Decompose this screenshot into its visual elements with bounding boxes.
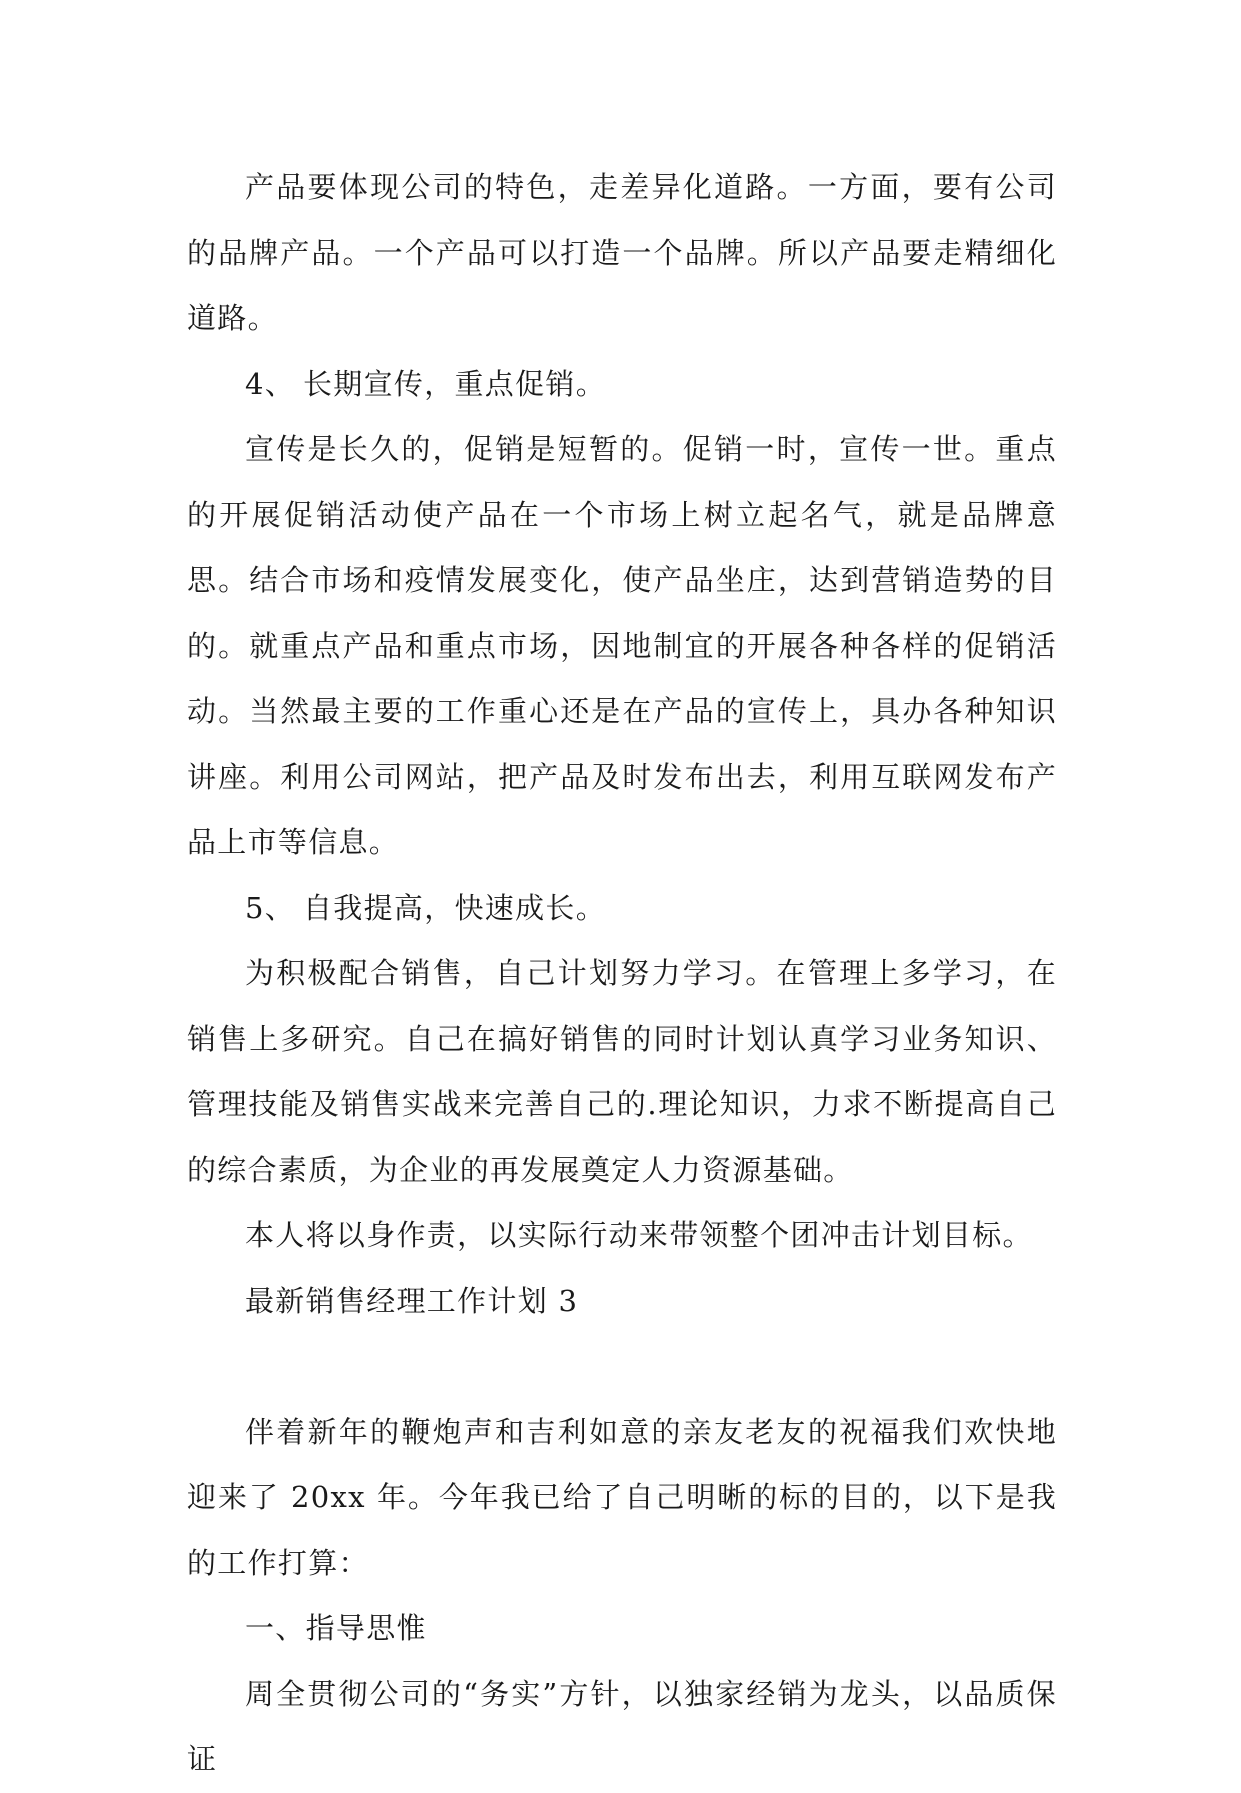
- paragraph-product-differentiation: 产品要体现公司的特色，走差异化道路。一方面，要有公司的品牌产品。一个产品可以打造一个品牌。所以产品要走精细化道路。: [187, 170, 1057, 335]
- paragraph-self-improvement: 为积极配合销售，自己计划努力学习。在管理上多学习，在销售上多研究。自己在搞好销售的同时计划认真学习业务知识、管理技能及销售实战来完善自己的.理论知识，力求不断提高自己的综合素质，为企业的再发展奠定人力资源基础。: [187, 956, 1057, 1187]
- item-4-heading: [187, 352, 1057, 418]
- item-5-heading: [187, 876, 1057, 942]
- paragraph-commitment: 本人将以身作责，以实际行动来带领整个团冲击计划目标。: [245, 1218, 1033, 1252]
- item-5-number: 5、: [245, 890, 296, 925]
- paragraph-promotion: 宣传是长久的，促销是短暂的。促销一时，宣传一世。重点的开展促销活动使产品在一个市场上树立起名气，就是品牌意思。结合市场和疫情发展变化，使产品坐庄，达到营销造势的目的。就重点产品和重点市场，因地制宜的开展各种各样的促销活动。当然最主要的工作重心还是在产品的宣传上，具办各种知识讲座。利用公司网站，把产品及时发布出去，利用互联网发布产品上市等信息。: [187, 432, 1057, 859]
- blank-line: [187, 1334, 1057, 1400]
- item-4-number: 4、: [245, 366, 296, 401]
- subheading-guiding-thought: 一、指导思惟: [245, 1611, 427, 1645]
- paragraph-new-year: 伴着新年的鞭炮声和吉利如意的亲友老友的祝福我们欢快地迎来了 20xx 年。今年我已给了自己明晰的标的目的，以下是我的工作打算：: [187, 1414, 1057, 1580]
- paragraph-policy: 周全贯彻公司的“务实”方针，以独家经销为龙头，以品质保证: [187, 1676, 1057, 1776]
- item-4-text: 长期宣传，重点促销。: [303, 366, 607, 401]
- item-5-text: 自我提高，快速成长。: [303, 890, 607, 925]
- section-title: 最新销售经理工作计划 3: [245, 1283, 579, 1318]
- document-body: [187, 155, 1057, 1793]
